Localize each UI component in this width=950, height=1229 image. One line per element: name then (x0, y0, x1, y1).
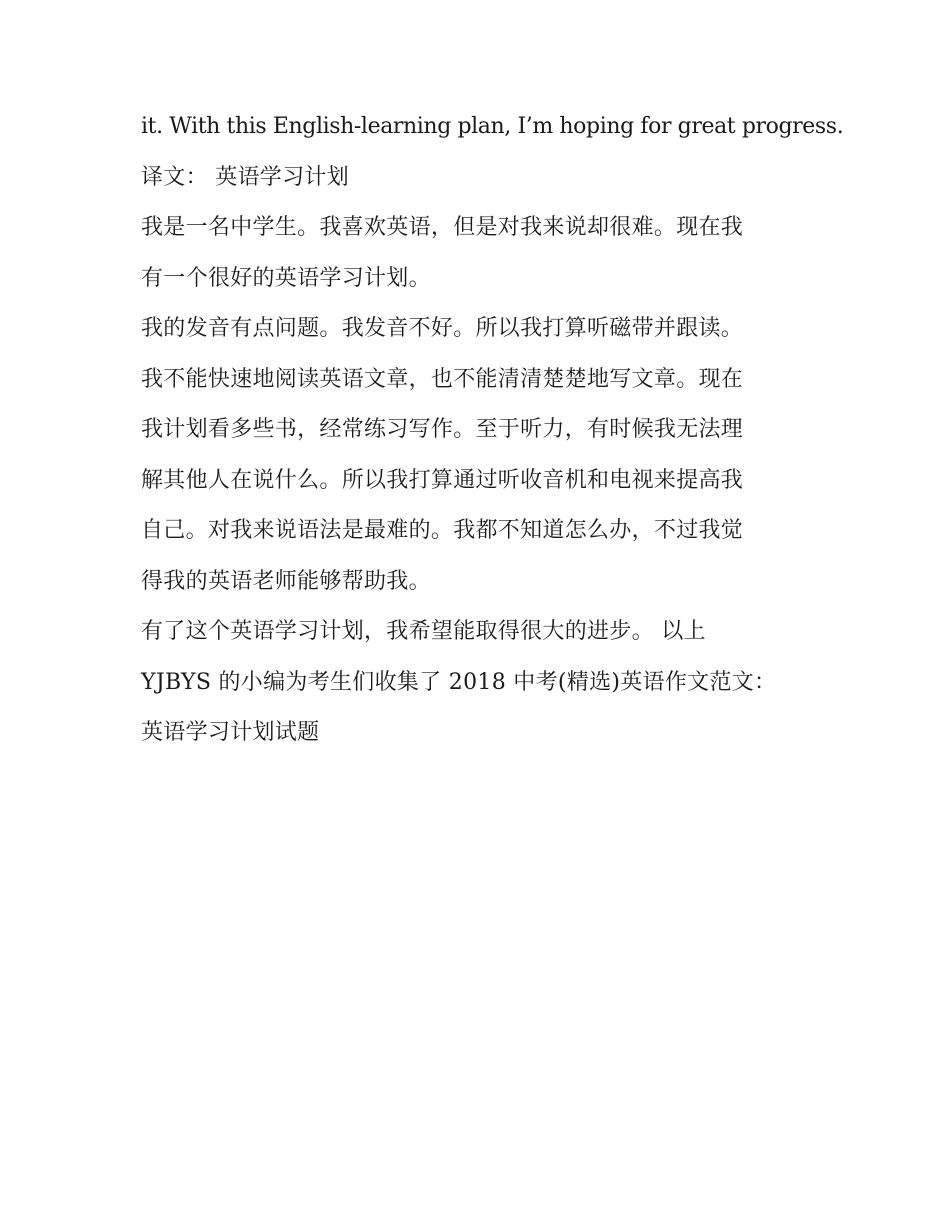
source-note-line: 英语学习计划试题 (141, 720, 320, 745)
paragraph-line: 我的发音有点问题。我发音不好。所以我打算听磁带并跟读。 (141, 316, 744, 341)
translation-heading: 译文： 英语学习计划 (141, 164, 349, 190)
paragraph-line: 我不能快速地阅读英语文章，也不能清清楚楚地写文章。现在 (141, 366, 744, 392)
document-body (141, 102, 844, 759)
english-text-line: it. With this English-learning plan, I’m hoping for great progress. (141, 114, 844, 139)
paragraph-line: 有了这个英语学习计划，我希望能取得很大的进步。 以上 (141, 619, 706, 644)
paragraph-line: 解其他人在说什么。所以我打算通过听收音机和电视来提高我 (141, 467, 744, 493)
paragraph-line: 自己。对我来说语法是最难的。我都不知道怎么办，不过我觉 (141, 518, 744, 543)
paragraph-line: 我计划看多些书，经常练习写作。至于听力，有时候我无法理 (141, 417, 744, 442)
source-note-line: YJBYS 的小编为考生们收集了 2018 中考(精选)英语作文范文： (141, 669, 777, 695)
paragraph-line: 有一个很好的英语学习计划。 (141, 265, 431, 291)
paragraph-line: 我是一名中学生。我喜欢英语，但是对我来说却很难。现在我 (141, 215, 744, 240)
paragraph-line: 得我的英语老师能够帮助我。 (141, 568, 431, 594)
